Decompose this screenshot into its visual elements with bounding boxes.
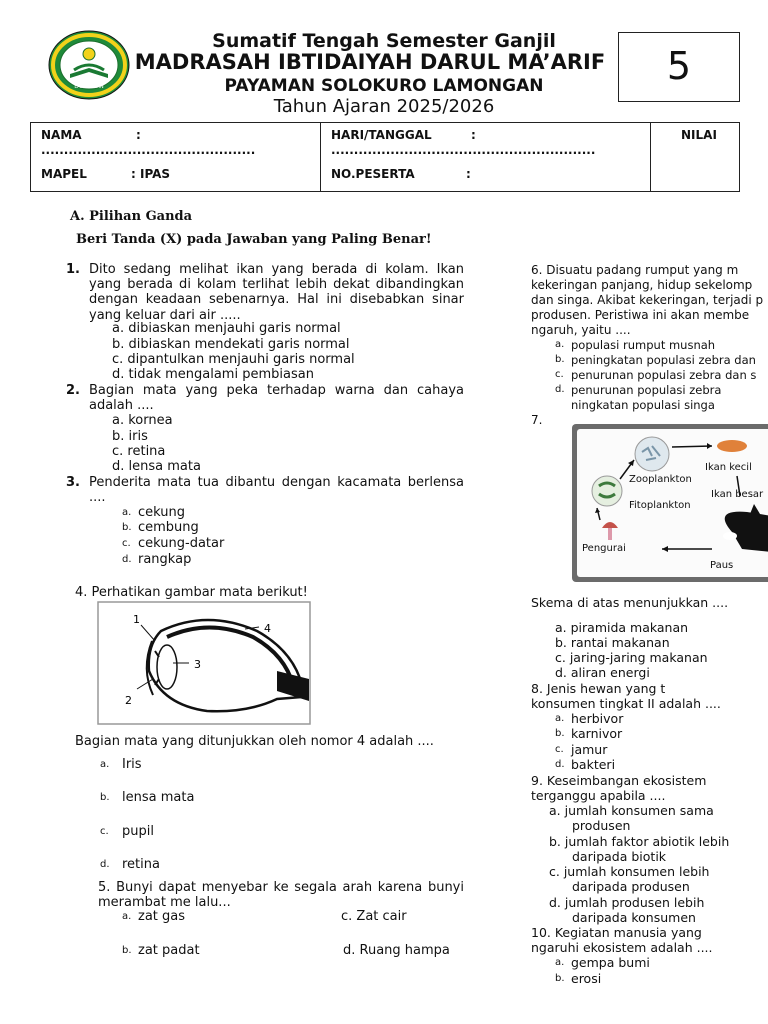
q2-option-b[interactable]: b. iris (112, 429, 148, 444)
q5-option-b[interactable]: zat padat (138, 943, 200, 958)
nama-colon: : (136, 128, 141, 142)
q6-option-d[interactable]: penurunan populasi zebra (571, 383, 722, 397)
exam-title: Sumatif Tengah Semester Ganjil (212, 30, 556, 52)
q6-option-b[interactable]: peningkatan populasi zebra dan (571, 353, 756, 367)
eye-diagram (97, 601, 311, 725)
q2-number: 2. (66, 383, 80, 398)
mapel-label: MAPEL (41, 167, 87, 181)
mapel-value: : IPAS (131, 167, 171, 181)
food-web-pengurai: Pengurai (582, 543, 626, 554)
q6-line4: produsen. Peristiwa ini akan membe (531, 308, 750, 322)
q8-line2: konsumen tingkat II adalah .... (531, 696, 721, 711)
hari-field[interactable]: .......................................................... (331, 143, 596, 157)
q2-option-d[interactable]: d. lensa mata (112, 459, 201, 474)
school-location: PAYAMAN SOLOKURO LAMONGAN (224, 76, 544, 96)
nama-field[interactable]: ............................................... (41, 143, 256, 157)
q4-letter-b: b. (100, 792, 110, 803)
q8-option-a[interactable]: herbivor (571, 711, 624, 726)
student-info-table (30, 122, 740, 192)
q6-line5: ngaruh, yaitu .... (531, 323, 631, 337)
q8-option-b[interactable]: karnivor (571, 726, 623, 741)
q9-option-d[interactable]: d. jumlah produsen lebih (549, 895, 705, 910)
info-cell-left (31, 123, 321, 191)
q4-question: Bagian mata yang ditunjukkan oleh nomor 4 adalah .... (75, 734, 434, 749)
q4-option-c[interactable]: pupil (122, 824, 154, 839)
q5-text: 5. Bunyi dapat menyebar ke segala arah karena bunyi merambat me lalu... (98, 880, 464, 911)
q9-option-a-cont: produsen (572, 818, 631, 833)
q10-letter-b: b. (555, 973, 565, 984)
q5-letter-b: b. (122, 945, 132, 956)
q8-option-d[interactable]: bakteri (571, 757, 616, 772)
q6-option-d-cont: ningkatan populasi singa (571, 398, 715, 412)
q10-option-a[interactable]: gempa bumi (571, 955, 650, 970)
food-web-paus: Paus (710, 560, 734, 571)
q3-letter-c: c. (122, 538, 131, 549)
q10-letter-a: a. (555, 957, 565, 968)
q8-line1: 8. Jenis hewan yang t (531, 681, 666, 696)
q6-letter-d: d. (555, 384, 565, 395)
q1-text: Dito sedang melihat ikan yang berada di kolam. Ikan yang berada di kolam terlihat lebih dekat dibandingkan dengan keadaan sebenarnya. Hal ini disebabkan sinar yang keluar dari air ..... (89, 262, 464, 323)
q3-text: Penderita mata tua dibantu dengan kacamata berlensa .... (89, 475, 464, 506)
q6-line1: 6. Disuatu padang rumput yang m (531, 263, 739, 277)
q4-option-b[interactable]: lensa mata (122, 790, 195, 805)
q4-option-a[interactable]: Iris (122, 757, 142, 772)
q6-line2: kekeringan panjang, hidup sekelomp (531, 278, 753, 292)
q7-question: Skema di atas menunjukkan .... (531, 595, 729, 610)
q7-option-b[interactable]: b. rantai makanan (555, 635, 670, 650)
q4-letter-d: d. (100, 859, 110, 870)
eye-label-1: 1 (133, 613, 140, 626)
q4-text: 4. Perhatikan gambar mata berikut! (75, 585, 308, 600)
food-web-ikan-kecil: Ikan kecil (705, 462, 752, 473)
food-web-fitoplankton: Fitoplankton (629, 500, 691, 511)
q8-option-c[interactable]: jamur (571, 742, 608, 757)
q3-option-a[interactable]: cekung (138, 505, 186, 520)
q4-option-d[interactable]: retina (122, 857, 160, 872)
info-cell-nilai (651, 123, 739, 191)
q9-line2: terganggu apabila .... (531, 788, 666, 803)
section-instruction: Beri Tanda (X) pada Jawaban yang Paling Benar! (76, 232, 432, 247)
q6-option-a[interactable]: populasi rumput musnah (571, 338, 716, 352)
q9-option-c-cont: daripada produsen (572, 879, 690, 894)
nilai-label: NILAI (681, 128, 717, 142)
q8-letter-a: a. (555, 713, 565, 724)
q6-letter-c: c. (555, 369, 564, 380)
food-web-ikan-besar: Ikan besar (711, 489, 764, 500)
q1-number: 1. (66, 262, 80, 277)
q5-option-c[interactable]: c. Zat cair (341, 909, 407, 924)
q3-option-d[interactable]: rangkap (138, 552, 192, 567)
peserta-label: NO.PESERTA (331, 167, 415, 181)
eye-label-3: 3 (194, 658, 201, 671)
q4-letter-a: a. (100, 759, 110, 770)
q7-option-c[interactable]: c. jaring-jaring makanan (555, 650, 708, 665)
q3-option-b[interactable]: cembung (138, 520, 199, 535)
q6-line3: dan singa. Akibat kekeringan, terjadi p (531, 293, 764, 307)
school-name: MADRASAH IBTIDAIYAH DARUL MA’ARIF (134, 50, 606, 74)
q2-option-a[interactable]: a. kornea (112, 413, 173, 428)
right-column (531, 258, 768, 1024)
q2-text: Bagian mata yang peka terhadap warna dan cahaya adalah .... (89, 383, 464, 414)
q7-option-a[interactable]: a. piramida makanan (555, 620, 689, 635)
q5-letter-a: a. (122, 911, 132, 922)
q9-option-b[interactable]: b. jumlah faktor abiotik lebih (549, 834, 730, 849)
score-box: 5 (618, 32, 740, 102)
q1-option-c[interactable]: c. dipantulkan menjauhi garis normal (112, 352, 355, 367)
q10-line1: 10. Kegiatan manusia yang (531, 925, 702, 940)
q3-option-c[interactable]: cekung-datar (138, 536, 225, 551)
q4-letter-c: c. (100, 826, 109, 837)
q5-option-a[interactable]: zat gas (138, 909, 186, 924)
q9-option-c[interactable]: c. jumlah konsumen lebih (549, 864, 710, 879)
hari-label: HARI/TANGGAL (331, 128, 432, 142)
q1-option-a[interactable]: a. dibiaskan menjauhi garis normal (112, 321, 341, 336)
q8-letter-b: b. (555, 728, 565, 739)
q3-letter-b: b. (122, 522, 132, 533)
info-cell-middle (321, 123, 651, 191)
q6-option-c[interactable]: penurunan populasi zebra dan s (571, 368, 757, 382)
q7-option-d[interactable]: d. aliran energi (555, 665, 650, 680)
peserta-colon: : (466, 167, 471, 181)
q9-option-a[interactable]: a. jumlah konsumen sama (549, 803, 714, 818)
q3-letter-d: d. (122, 554, 132, 565)
academic-year: Tahun Ajaran 2025/2026 (273, 96, 495, 117)
q2-option-c[interactable]: c. retina (112, 444, 166, 459)
nama-label: NAMA (41, 128, 82, 142)
eye-label-4: 4 (264, 622, 271, 635)
q6-letter-b: b. (555, 354, 565, 365)
q9-option-d-cont: daripada konsumen (572, 910, 696, 925)
food-web-diagram (572, 424, 768, 582)
eye-label-2: 2 (125, 694, 132, 707)
q10-option-b[interactable]: erosi (571, 971, 602, 986)
q7-number: 7. (531, 413, 543, 427)
q5-option-d[interactable]: d. Ruang hampa (343, 943, 450, 958)
q9-option-b-cont: daripada biotik (572, 849, 667, 864)
food-web-zooplankton: Zooplankton (629, 474, 692, 485)
q8-letter-c: c. (555, 744, 564, 755)
q10-line2: ngaruhi ekosistem adalah .... (531, 940, 713, 955)
section-title: A. Pilihan Ganda (70, 209, 193, 224)
q9-line1: 9. Keseimbangan ekosistem (531, 773, 707, 788)
svg-text:LAMONGAN: LAMONGAN (74, 84, 104, 90)
hari-colon: : (471, 128, 476, 142)
q3-letter-a: a. (122, 507, 132, 518)
q1-option-b[interactable]: b. dibiaskan mendekati garis normal (112, 337, 350, 352)
q6-letter-a: a. (555, 339, 565, 350)
q3-number: 3. (66, 475, 80, 490)
q1-option-d[interactable]: d. tidak mengalami pembiasan (112, 367, 314, 382)
q8-letter-d: d. (555, 759, 565, 770)
